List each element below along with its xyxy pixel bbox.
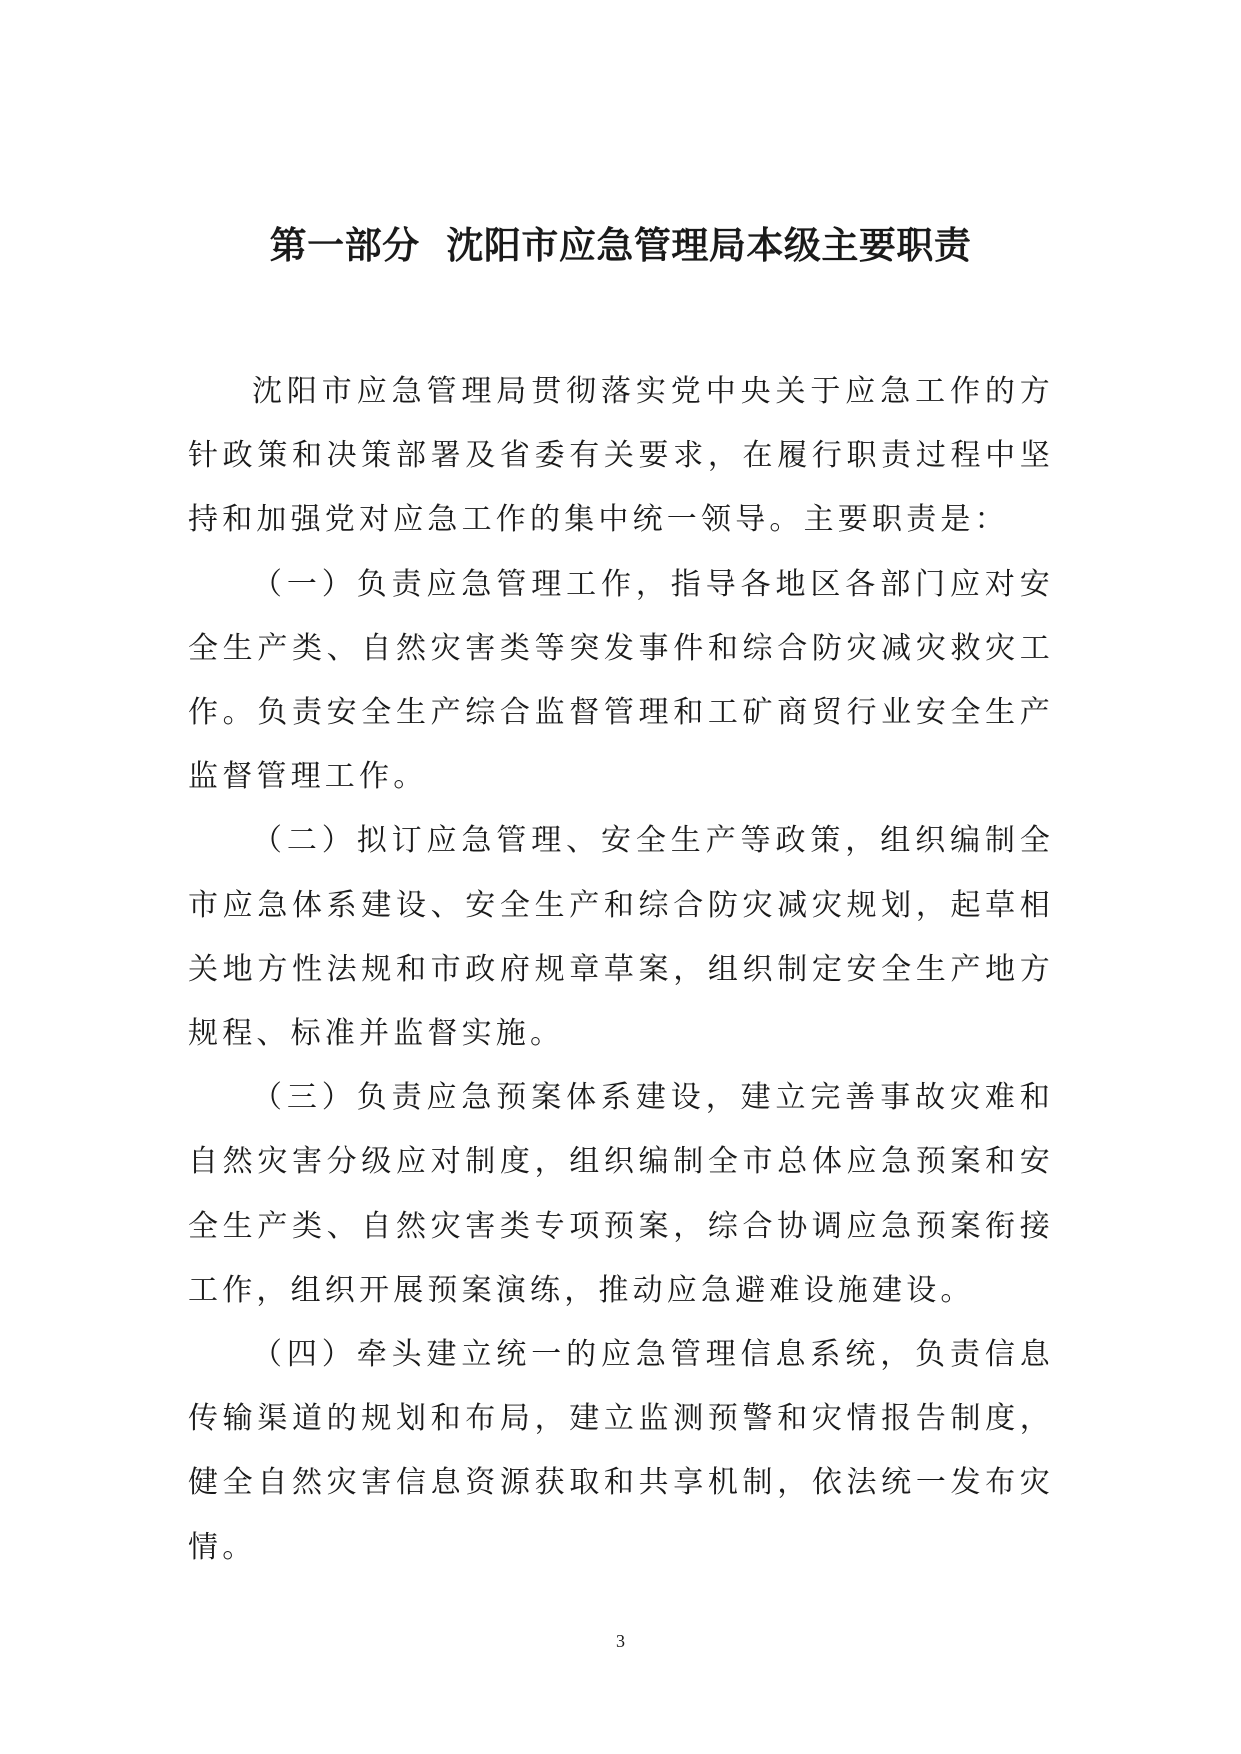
- page-number: 3: [616, 1631, 625, 1651]
- paragraph-intro: 沈阳市应急管理局贯彻落实党中央关于应急工作的方针政策和决策部署及省委有关要求，在履行职责过程中坚持和加强党对应急工作的集中统一领导。主要职责是：: [188, 374, 1054, 538]
- paragraph-duty-2: （二）拟订应急管理、安全生产等政策，组织编制全市应急体系建设、安全生产和综合防灾减灾规划，起草相关地方性法规和市政府规章草案，组织制定安全生产地方规程、标准并监督实施。: [188, 823, 1054, 1052]
- page-title: 第一部分 沈阳市应急管理局本级主要职责: [269, 224, 972, 267]
- paragraph-duty-4: （四）牵头建立统一的应急管理信息系统，负责信息传输渠道的规划和布局，建立监测预警和灾情报告制度，健全自然灾害信息资源获取和共享机制，依法统一发布灾情。: [188, 1337, 1054, 1565]
- body-text: [188, 360, 1054, 1580]
- paragraph-duty-3: （三）负责应急预案体系建设，建立完善事故灾难和自然灾害分级应对制度，组织编制全市总体应急预案和安全生产类、自然灾害类专项预案，综合协调应急预案衔接工作，组织开展预案演练，推动应急避难设施建设。: [188, 1080, 1054, 1308]
- paragraph-duty-1: （一）负责应急管理工作，指导各地区各部门应对安全生产类、自然灾害类等突发事件和综合防灾减灾救灾工作。负责安全生产综合监督管理和工矿商贸行业安全生产监督管理工作。: [188, 566, 1054, 795]
